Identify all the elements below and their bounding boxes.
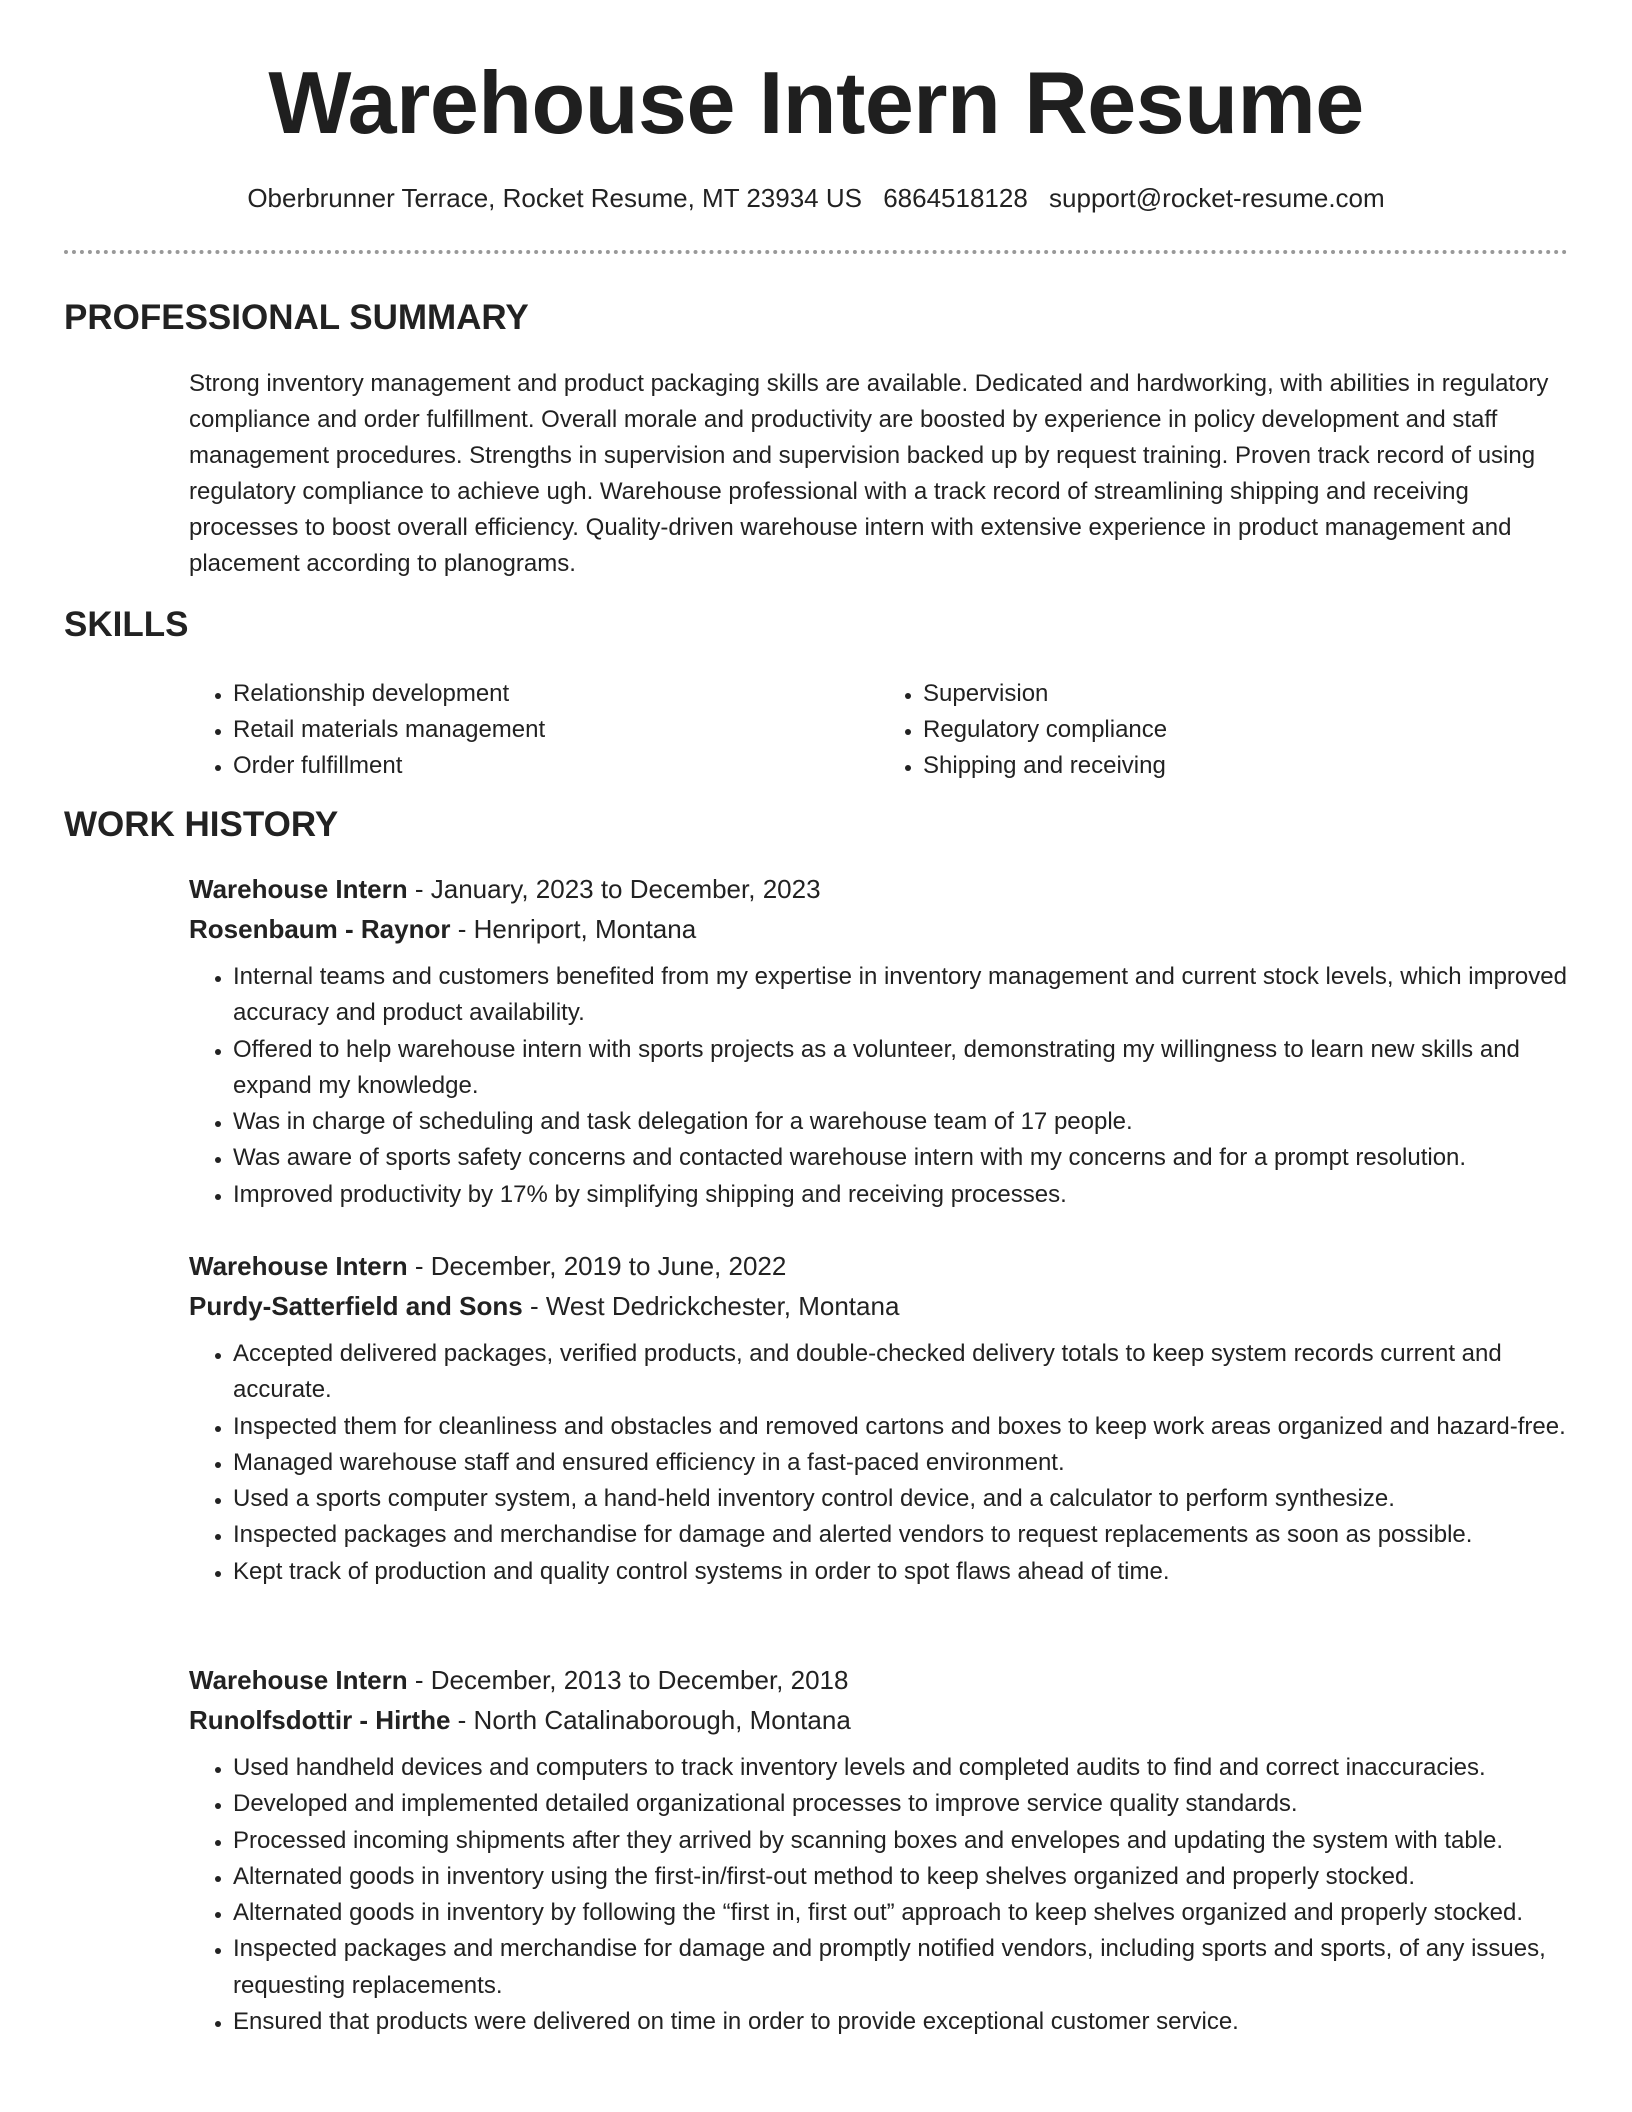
job-bullets [189,1750,1569,2040]
job-role: Warehouse Intern [189,1665,408,1695]
job-location: - Henriport, Montana [457,914,697,944]
job-company: Runolfsdottir - Hirthe [189,1705,451,1735]
job-bullet: • Used a sports computer system, a hand-held inventory control device, and a calculator to perform synthesize. [233,1481,1569,1517]
job-bullets [189,1336,1569,1590]
job-dates: - December, 2013 to December, 2018 [414,1665,849,1695]
job-bullet: • Processed incoming shipments after they arrived by scanning boxes and envelopes and updating the system with table. [233,1823,1569,1859]
job-bullets [189,959,1569,1213]
job-bullet: • Used handheld devices and computers to track inventory levels and completed audits to find and correct inaccuracies. [233,1750,1569,1786]
job-entry [189,1660,1569,2040]
job-role: Warehouse Intern [189,874,408,904]
skills-heading: SKILLS [64,605,189,644]
job-bullet: • Was aware of sports safety concerns and contacted warehouse intern with my concerns and for a prompt resolution. [233,1140,1569,1176]
job-bullet: • Managed warehouse staff and ensured efficiency in a fast-paced environment. [233,1445,1569,1481]
job-company-line [189,1700,1569,1740]
skill-item: • Retail materials management [233,712,879,748]
job-bullet: • Inspected packages and merchandise for damage and alerted vendors to request replacements as soon as possible. [233,1517,1569,1553]
summary-heading: PROFESSIONAL SUMMARY [64,298,529,337]
job-bullet: • Inspected them for cleanliness and obstacles and removed cartons and boxes to keep work areas organized and hazard-free. [233,1409,1569,1445]
job-company: Purdy-Satterfield and Sons [189,1291,523,1321]
job-bullet: • Improved productivity by 17% by simplifying shipping and receiving processes. [233,1177,1569,1213]
skill-item: • Supervision [923,676,1569,712]
job-bullet: • Accepted delivered packages, verified products, and double-checked delivery totals to keep system records current and accurate. [233,1336,1569,1409]
job-dates: - December, 2019 to June, 2022 [414,1251,787,1281]
job-bullet: • Internal teams and customers benefited from my expertise in inventory management and current stock levels, which improved accuracy and product availability. [233,959,1569,1032]
contact-email: support@rocket-resume.com [1049,183,1385,213]
job-bullet: • Was in charge of scheduling and task delegation for a warehouse team of 17 people. [233,1104,1569,1140]
job-bullet: • Ensured that products were delivered on time in order to provide exceptional customer service. [233,2004,1569,2040]
skill-item: • Regulatory compliance [923,712,1569,748]
contact-line [0,181,1632,215]
resume-title: Warehouse Intern Resume [268,53,1364,152]
job-dates: - January, 2023 to December, 2023 [414,874,821,904]
job-location: - West Dedrickchester, Montana [529,1291,900,1321]
job-bullet: • Kept track of production and quality control systems in order to spot flaws ahead of time. [233,1554,1569,1590]
job-entry [189,1246,1569,1590]
job-role: Warehouse Intern [189,1251,408,1281]
skill-item: • Shipping and receiving [923,748,1569,784]
job-role-line [189,1246,1569,1286]
job-bullet: • Developed and implemented detailed organizational processes to improve service quality standards. [233,1786,1569,1822]
skills-column-right [879,676,1569,784]
job-bullet: • Offered to help warehouse intern with sports projects as a volunteer, demonstrating my willingness to learn new skills and expand my knowledge. [233,1032,1569,1105]
skill-item: • Relationship development [233,676,879,712]
job-role-line [189,869,1569,909]
job-company-line [189,1286,1569,1326]
work-history-heading: WORK HISTORY [64,805,339,844]
job-bullet: • Alternated goods in inventory using the first-in/first-out method to keep shelves organized and properly stocked. [233,1859,1569,1895]
skills-column-left [189,676,879,784]
job-bullet: • Inspected packages and merchandise for damage and promptly notified vendors, including sports and sports, of any issues, requesting replacements. [233,1931,1569,2004]
job-company: Rosenbaum - Raynor [189,914,451,944]
skills-list [189,676,1569,784]
contact-phone: 6864518128 [883,183,1028,213]
job-entry [189,869,1569,1213]
contact-address: Oberbrunner Terrace, Rocket Resume, MT 23934 US [247,183,862,213]
summary-text: Strong inventory management and product packaging skills are available. Dedicated and hardworking, with abilities in regulatory compliance and order fulfillment. Overall morale and productivity are boosted by experience in policy development and staff management procedures. Strengths in supervision and supervision backed up by request training. Proven track record of using regulatory compliance to achieve ugh. Warehouse professional with a track record of streamlining shipping and receiving processes to boost overall efficiency. Quality-driven warehouse intern with extensive experience in product management and placement according to planograms. [189,370,1549,577]
header-divider [64,250,1568,254]
skill-item: • Order fulfillment [233,748,879,784]
job-location: - North Catalinaborough, Montana [457,1705,851,1735]
job-bullet: • Alternated goods in inventory by following the “first in, first out” approach to keep shelves organized and properly stocked. [233,1895,1569,1931]
job-company-line [189,909,1569,949]
job-role-line [189,1660,1569,1700]
